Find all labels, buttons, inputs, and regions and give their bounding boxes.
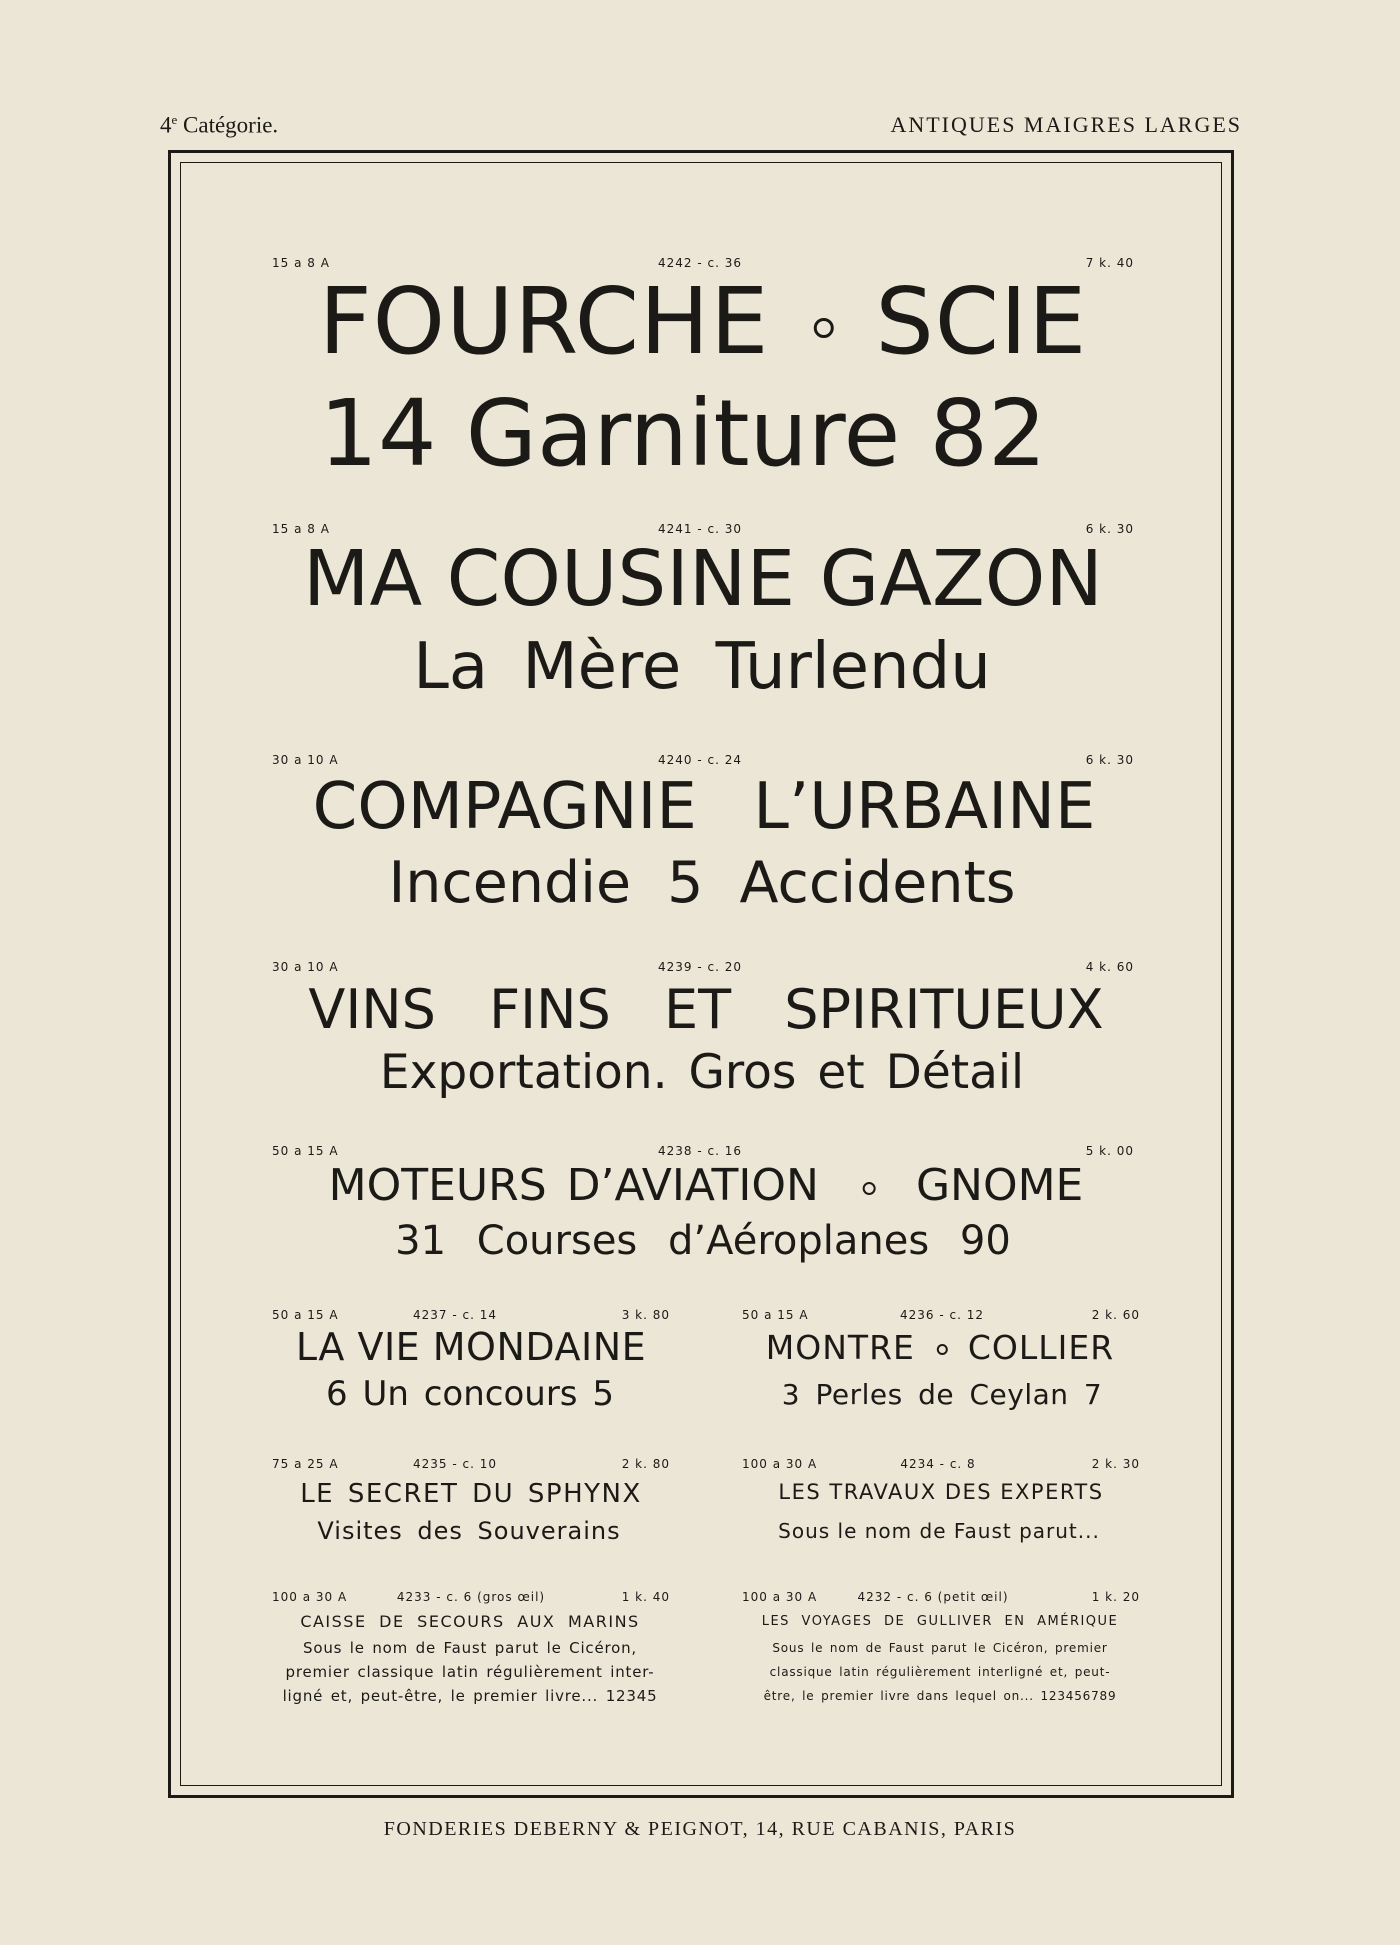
col-right-2-price: 2 k. 30 [1091,1457,1140,1471]
col-right-3-quantity: 100 a 30 A [742,1590,818,1604]
specimen-2-number: 4241 - c. 30 [658,522,742,536]
col-right-2-number: 4234 - c. 8 [900,1457,976,1471]
col-right-2-line-2: Sous le nom de Faust parut... [778,1519,1100,1543]
specimen-5-price: 5 k. 00 [1085,1144,1134,1158]
col-right-2-quantity: 100 a 30 A [742,1457,818,1471]
col-right-2-line-1: LES TRAVAUX DES EXPERTS [778,1480,1104,1504]
specimen-3-price: 6 k. 30 [1085,753,1134,767]
specimen-5-quantity: 50 a 15 A [272,1144,339,1158]
bullet-icon [937,1344,948,1355]
col-left-2-number: 4235 - c. 10 [413,1457,497,1471]
col-right-1-quantity: 50 a 15 A [742,1308,809,1322]
bullet-icon [863,1182,876,1195]
specimen-3-quantity: 30 a 10 A [272,753,339,767]
specimen-4-price: 4 k. 60 [1085,960,1134,974]
col-right-3-body-1: Sous le nom de Faust parut le Cicéron, premier [772,1641,1108,1655]
specimen-4-line-1: VINS FINS ET SPIRITUEUX [308,978,1104,1041]
specimen-5-number: 4238 - c. 16 [658,1144,742,1158]
specimen-4-number: 4239 - c. 20 [658,960,742,974]
col-left-1-number: 4237 - c. 14 [413,1308,497,1322]
col-right-3-price: 1 k. 20 [1091,1590,1140,1604]
col-left-3-number: 4233 - c. 6 (gros œil) [396,1590,546,1604]
col-right-1-number: 4236 - c. 12 [900,1308,984,1322]
col-right-3-body-2: classique latin régulièrement interligné et, peut- [769,1665,1111,1679]
col-left-3-body-3: ligné et, peut-être, le premier livre... 12345 [282,1687,658,1705]
col-right-3-number: 4232 - c. 6 (petit œil) [857,1590,1009,1604]
specimen-4-quantity: 30 a 10 A [272,960,339,974]
col-right-1-line-2: 3 Perles de Ceylan 7 [781,1378,1103,1411]
specimen-1-line-1: FOURCHE SCIE [318,268,1088,375]
specimen-2-price: 6 k. 30 [1085,522,1134,536]
col-left-3-body-1: Sous le nom de Faust parut le Cicéron, [303,1639,637,1657]
foundry-footer: FONDERIES DEBERNY & PEIGNOT, 14, RUE CABANIS, PARIS [383,1818,1017,1840]
page-title: ANTIQUES MAIGRES LARGES [890,112,1242,137]
specimen-2-quantity: 15 a 8 A [272,522,330,536]
col-left-2-price: 2 k. 80 [621,1457,670,1471]
col-left-3-quantity: 100 a 30 A [272,1590,348,1604]
specimen-1-price: 7 k. 40 [1085,256,1134,270]
col-left-2-line-2: Visites des Souverains [317,1517,621,1545]
specimen-1-line-2: 14 Garniture 82 [319,380,1047,487]
specimen-3-line-2: Incendie 5 Accidents [388,850,1016,916]
specimen-5-line-1: MOTEURS D’AVIATION GNOME [328,1160,1084,1211]
specimen-3-number: 4240 - c. 24 [658,753,742,767]
category-label: 4e Catégorie. [160,112,279,138]
col-left-1-line-1: LA VIE MONDAINE [295,1325,647,1369]
col-left-1-price: 3 k. 80 [621,1308,670,1322]
col-left-2-line-1: LE SECRET DU SPHYNX [300,1479,642,1509]
col-right-1-price: 2 k. 60 [1091,1308,1140,1322]
specimen-1-quantity: 15 a 8 A [272,256,330,270]
col-left-3-price: 1 k. 40 [621,1590,670,1604]
col-right-3-line-1: LES VOYAGES DE GULLIVER EN AMÉRIQUE [761,1614,1119,1629]
col-left-1-quantity: 50 a 15 A [272,1308,339,1322]
specimen-4-line-2: Exportation. Gros et Détail [379,1045,1025,1100]
col-right-1-line-1: MONTRE COLLIER [765,1328,1115,1367]
col-left-3-line-1: CAISSE DE SECOURS AUX MARINS [300,1612,640,1631]
specimen-5-line-2: 31 Courses d’Aéroplanes 90 [395,1218,1011,1264]
col-left-2-quantity: 75 a 25 A [272,1457,339,1471]
specimen-2-line-2: La Mère Turlendu [413,630,991,704]
col-left-3-body-2: premier classique latin régulièrement inter- [285,1663,655,1681]
col-left-1-line-2: 6 Un concours 5 [326,1374,614,1414]
specimen-1-number: 4242 - c. 36 [658,256,742,270]
specimen-3-line-1: COMPAGNIE L’URBAINE [312,770,1096,844]
specimen-2-line-1: MA COUSINE GAZON [303,535,1103,624]
col-right-3-body-3: être, le premier livre dans lequel on... 123456789 [763,1689,1117,1703]
bullet-icon [813,318,833,338]
